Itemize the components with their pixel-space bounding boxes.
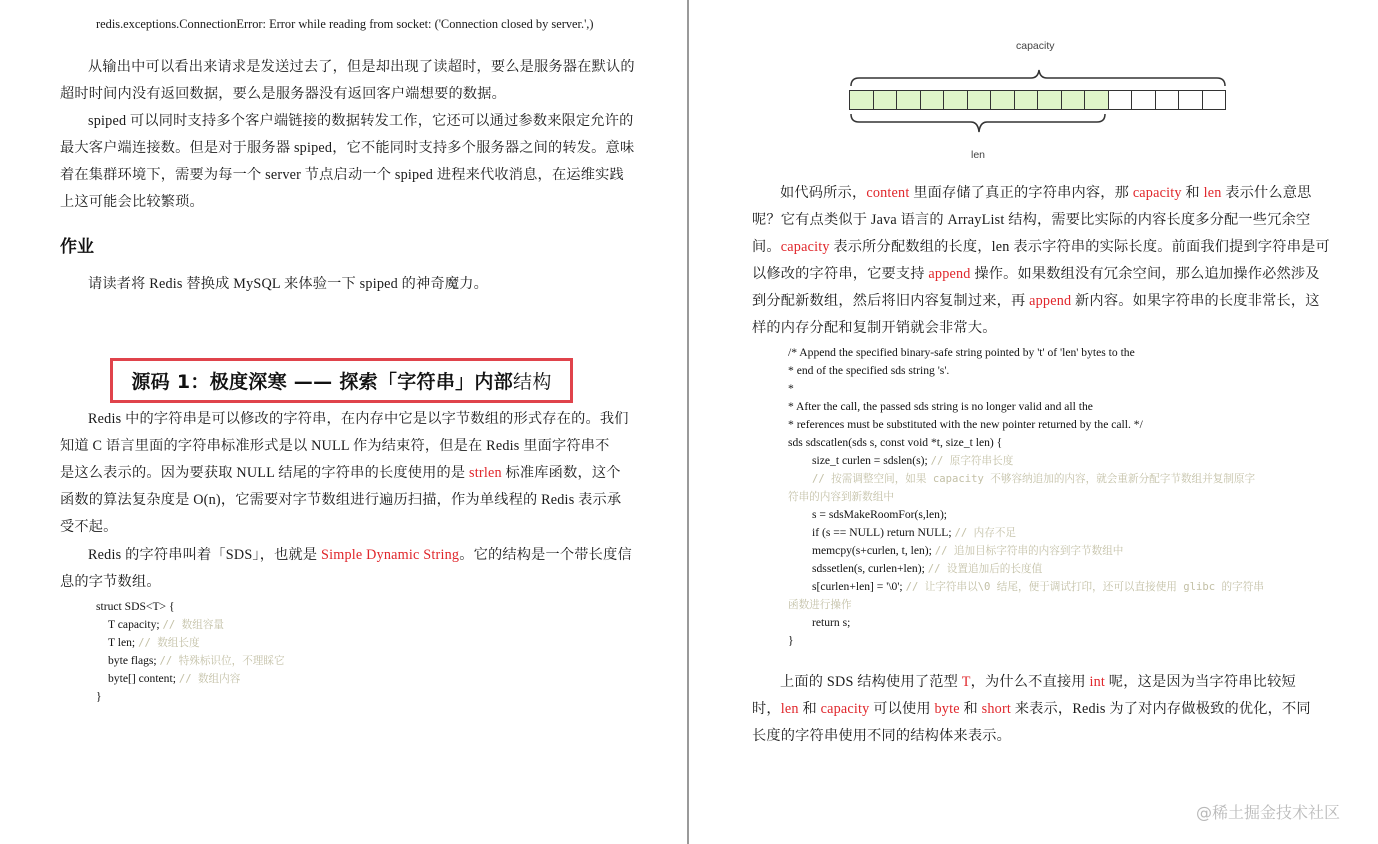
text-line: 最大客户端连接数。但是对于服务器 spiped，它不能同时支持多个服务器之间的转发。意味: [60, 140, 635, 156]
text-segment: 可以使用: [869, 701, 935, 717]
chapter-title-bold: 源码 1：极度深寒 —— 探索「字符串」内部: [131, 371, 514, 393]
code-text: s = sdsMakeRoomFor(s,len);: [812, 508, 948, 521]
code-line: [788, 542, 1264, 560]
code-text: byte flags;: [108, 654, 160, 667]
code-line: [788, 524, 1264, 542]
code-comment: // 让字符串以\0 结尾，便于调试打印，还可以直接使用 glibc 的字符串: [905, 581, 1264, 593]
sds-keyword: Simple Dynamic String: [321, 547, 460, 563]
array-cell: [1203, 90, 1227, 110]
paragraph-capacity-len: [752, 180, 1330, 342]
code-text: * end of the specified sds string 's'.: [788, 364, 950, 377]
text-segment: 操作。如果数组没有冗余空间，那么追加操作必然涉及: [970, 266, 1320, 282]
code-line: [96, 688, 285, 706]
text-line: [60, 542, 632, 569]
text-segment: 间。: [752, 239, 781, 255]
array-cell: [850, 90, 874, 110]
code-comment: // 按需调整空间，如果 capacity 不够容纳追加的内容，就会重新分配字节数组并复制原字: [812, 473, 1256, 485]
array-cell: [1109, 90, 1133, 110]
text-segment: 上面的 SDS 结构使用了范型: [780, 674, 962, 690]
code-comment: 函数进行操作: [788, 599, 852, 611]
code-line: [788, 470, 1264, 488]
text-segment: 和: [798, 701, 821, 717]
code-line: [788, 632, 1264, 650]
code-text: *: [788, 382, 794, 395]
text-line: spiped 可以同时支持多个客户端链接的数据转发工作，它还可以通过参数来限定允许的: [88, 113, 634, 129]
text-segment: ，为什么不直接用: [970, 674, 1090, 690]
code-text: sdssetlen(s, curlen+len);: [812, 562, 928, 575]
paragraph-redis-string: [60, 406, 629, 541]
error-output-line: redis.exceptions.ConnectionError: Error while reading from socket: ('Connection closed by server.',): [96, 17, 594, 31]
code-text: /* Append the specified binary-safe string pointed by 't' of 'len' bytes to the: [788, 346, 1135, 359]
code-line: [788, 362, 1264, 380]
capacity-keyword: capacity: [820, 701, 870, 717]
code-line: [788, 506, 1264, 524]
text-line: 样的内存分配和复制开销就会非常大。: [752, 320, 997, 336]
code-line: [788, 434, 1264, 452]
len-keyword: len: [1203, 185, 1222, 201]
watermark: @稀土掘金技术社区: [1196, 803, 1341, 822]
paragraph-read-timeout: [60, 54, 635, 108]
append-keyword: append: [1029, 293, 1072, 309]
homework-text: [88, 271, 488, 298]
text-line: 受不起。: [60, 519, 118, 535]
text-line: [752, 180, 1330, 207]
code-line: [788, 398, 1264, 416]
code-text: byte[] content;: [108, 672, 179, 685]
array-cell: [1132, 90, 1156, 110]
sdscatlen-code-block: [788, 344, 1264, 650]
code-text: s[curlen+len] = '\0';: [812, 580, 906, 593]
code-text: if (s == NULL) return NULL;: [812, 526, 955, 539]
paragraph-generic-type: [752, 669, 1311, 750]
text-line: 函数的算法复杂度是 O(n)，它需要对字节数组进行遍历扫描，作为单线程的 Redis 表示承: [60, 492, 622, 508]
chapter-title-box: [110, 358, 573, 403]
struct-code-block: [96, 598, 285, 706]
code-text: memcpy(s+curlen, t, len);: [812, 544, 935, 557]
text-segment: 表示什么意思: [1221, 185, 1312, 201]
array-cell: [968, 90, 992, 110]
text-segment: 以修改的字符串，它要支持: [752, 266, 929, 282]
text-segment: 。它的结构是一个带长度信: [459, 547, 632, 563]
code-text: T capacity;: [108, 618, 163, 631]
code-text: * references must be substituted with the new pointer returned by the call. */: [788, 418, 1143, 431]
text-segment: 表示所分配数组的长度，len 表示字符串的实际长度。前面我们提到字符串是可: [829, 239, 1330, 255]
code-line: [788, 452, 1264, 470]
text-line: [752, 234, 1330, 261]
array-cell: [944, 90, 968, 110]
code-text: }: [96, 690, 102, 703]
array-cell: [1062, 90, 1086, 110]
code-line: [788, 578, 1264, 596]
text-line: 着在集群环境下，需要为每一个 server 节点启动一个 spiped 进程来代收消息，在运维实践: [60, 167, 624, 183]
code-text: struct SDS<T> {: [96, 600, 175, 613]
text-line: [752, 261, 1330, 288]
text-segment: 和: [959, 701, 982, 717]
code-text: return s;: [812, 616, 851, 629]
capacity-keyword: capacity: [1132, 185, 1182, 201]
code-line: [788, 380, 1264, 398]
text-segment: 和: [1181, 185, 1204, 201]
capacity-keyword: capacity: [780, 239, 830, 255]
text-segment: 新内容。如果字符串的长度非常长，这: [1071, 293, 1320, 309]
code-comment: // 设置追加后的长度值: [927, 563, 1043, 575]
array-cell: [921, 90, 945, 110]
content-keyword: content: [866, 185, 910, 201]
code-comment: 符串的内容到新数组中: [788, 491, 894, 503]
code-line: [96, 598, 285, 616]
chapter-title: [131, 367, 551, 394]
array-cell: [1085, 90, 1109, 110]
array-cell: [874, 90, 898, 110]
len-label: len: [971, 149, 986, 161]
code-line: [788, 416, 1264, 434]
text-line: [60, 460, 629, 487]
code-line: [788, 560, 1264, 578]
text-segment: 是这么表示的。因为要获取 NULL 结尾的字符串的长度使用的是: [60, 465, 470, 481]
text-line: 从输出中可以看出来请求是发送过去了，但是却出现了读超时，要么是服务器在默认的: [88, 59, 635, 75]
text-segment: 里面存储了真正的字符串内容，那: [909, 185, 1133, 201]
text-segment: Redis 的字符串叫着「SDS」，也就是: [88, 547, 321, 563]
chapter-title-light: 结构: [513, 371, 552, 393]
text-segment: 如代码所示，: [780, 185, 867, 201]
text-line: [752, 669, 1311, 696]
text-line: 超时时间内没有返回数据，要么是服务器没有返回客户端想要的数据。: [60, 86, 507, 102]
code-comment: // 内存不足: [954, 527, 1017, 539]
code-line: [788, 344, 1264, 362]
text-line: 知道 C 语言里面的字符串标准形式是以 NULL 作为结束符，但是在 Redis 里面字符串不: [60, 438, 610, 454]
array-cell: [1038, 90, 1062, 110]
code-line: [788, 488, 1264, 506]
code-comment: // 数组长度: [138, 637, 200, 649]
homework-heading: 作业: [60, 237, 94, 257]
code-comment: // 原字符串长度: [930, 455, 1014, 467]
t-keyword: T: [961, 674, 971, 690]
short-keyword: short: [981, 701, 1012, 717]
int-keyword: int: [1089, 674, 1106, 690]
text-line: 上这可能会比较繁琐。: [60, 194, 204, 210]
left-page: [0, 0, 688, 844]
array-cell: [991, 90, 1015, 110]
code-line: [96, 652, 285, 670]
text-segment: 时，: [752, 701, 781, 717]
len-keyword: len: [780, 701, 799, 717]
text-line: 息的字节数组。: [60, 574, 161, 590]
code-comment: // 追加目标字符串的内容到字节数组中: [934, 545, 1124, 557]
text-segment: 呢，这是因为当字符串比较短: [1105, 674, 1296, 690]
text-line: Redis 中的字符串是可以修改的字符串，在内存中它是以字节数组的形式存在的。我们: [88, 411, 629, 427]
code-text: * After the call, the passed sds string is no longer valid and all the: [788, 400, 1093, 413]
paragraph-spiped: [60, 108, 634, 216]
code-text: }: [788, 634, 794, 647]
array-cell: [1015, 90, 1039, 110]
byte-keyword: byte: [934, 701, 960, 717]
code-comment: // 数组内容: [178, 673, 241, 685]
text-line: 长度的字符串使用不同的结构体来表示。: [752, 728, 1011, 744]
text-line: 呢？它有点类似于 Java 语言的 ArrayList 结构，需要比实际的内容长度多分配一些冗余空: [752, 212, 1311, 228]
array-cell: [1179, 90, 1203, 110]
code-line: [788, 614, 1264, 632]
capacity-label: capacity: [1016, 40, 1055, 52]
code-text: size_t curlen = sdslen(s);: [812, 454, 931, 467]
code-line: [96, 670, 285, 688]
text-line: [752, 288, 1330, 315]
text-segment: 标准库函数，这个: [501, 465, 621, 481]
strlen-keyword: strlen: [469, 465, 502, 481]
sds-capacity-diagram: [845, 36, 1235, 166]
code-text: T len;: [108, 636, 139, 649]
array-cell: [1156, 90, 1180, 110]
text-line: 请读者将 Redis 替换成 MySQL 来体验一下 spiped 的神奇魔力。: [88, 276, 488, 292]
code-line: [96, 634, 285, 652]
text-line: [752, 696, 1311, 723]
byte-array-cells: [849, 90, 1226, 110]
code-text: sds sdscatlen(sds s, const void *t, size_t len) {: [788, 436, 1003, 449]
append-keyword: append: [928, 266, 971, 282]
code-comment: // 数组容量: [162, 619, 225, 631]
text-segment: 来表示，Redis 为了对内存做极致的优化，不同: [1011, 701, 1311, 717]
code-line: [96, 616, 285, 634]
text-segment: 到分配新数组，然后将旧内容复制过来，再: [752, 293, 1030, 309]
code-line: [788, 596, 1264, 614]
array-cell: [897, 90, 921, 110]
code-comment: // 特殊标识位，不理睬它: [159, 655, 285, 667]
paragraph-sds: [60, 542, 632, 596]
